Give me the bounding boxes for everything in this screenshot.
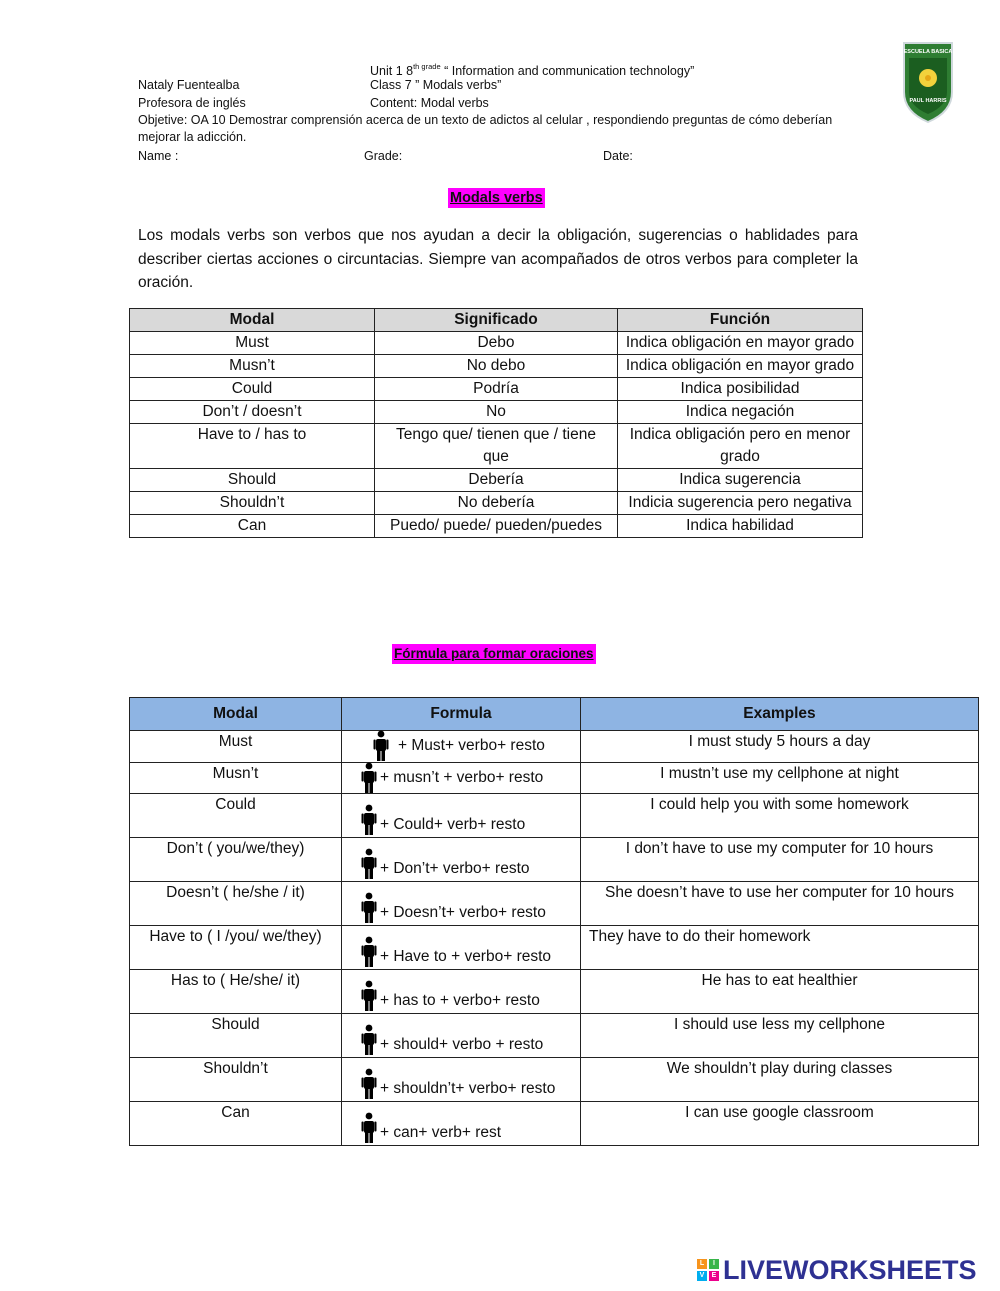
grade-superscript: th grade: [413, 62, 441, 71]
cell-modal: Should: [130, 469, 375, 492]
liveworksheets-badge-icon: [697, 1259, 719, 1281]
table-row: [130, 355, 863, 378]
cell-modal: Can: [130, 1102, 342, 1146]
cell-example: I could help you with some homework: [581, 794, 979, 838]
section2-title: Fórmula para formar oraciones: [392, 644, 596, 664]
table-row: [130, 763, 979, 794]
cell-modal: Shouldn’t: [130, 492, 375, 515]
formula-text: + Have to + verbo+ resto: [380, 948, 552, 965]
cell-formula: [342, 1058, 581, 1102]
person-icon: [372, 730, 390, 762]
cell-funcion: Indica negación: [618, 401, 863, 424]
cell-formula: [342, 970, 581, 1014]
cell-formula: [342, 763, 581, 794]
grade-label: Grade:: [364, 149, 403, 163]
cell-significado: Podría: [375, 378, 618, 401]
svg-text:PAUL HARRIS: PAUL HARRIS: [909, 98, 947, 104]
cell-modal: Can: [130, 515, 375, 538]
table-row: [130, 469, 863, 492]
objective: Objetive: OA 10 Demostrar comprensión acerca de un texto de adictos al celular , respondiendo preguntas de cómo deberían mejorar la adicción.: [138, 113, 833, 144]
teacher-role: Profesora de inglés: [138, 96, 246, 110]
formula-text: + can+ verb+ rest: [380, 1124, 502, 1141]
cell-funcion: Indicia sugerencia pero negativa: [618, 492, 863, 515]
formula-text: + Doesn’t+ verbo+ resto: [380, 904, 546, 921]
header-examples: Examples: [581, 698, 979, 731]
cell-formula: [342, 731, 581, 763]
cell-example: I don’t have to use my computer for 10 hours: [581, 838, 979, 882]
cell-significado: Puedo/ puede/ pueden/puedes: [375, 515, 618, 538]
table-row: [130, 1102, 979, 1146]
name-label: Name :: [138, 149, 179, 163]
school-shield-icon: [896, 40, 960, 126]
cell-modal: Doesn’t ( he/she / it): [130, 882, 342, 926]
formula-table: [129, 697, 979, 1146]
cell-example: He has to eat healthier: [581, 970, 979, 1014]
cell-funcion: Indica sugerencia: [618, 469, 863, 492]
cell-funcion: Indica habilidad: [618, 515, 863, 538]
cell-modal: Must: [130, 731, 342, 763]
cell-modal: Could: [130, 378, 375, 401]
table-row: [130, 401, 863, 424]
modals-meaning-table: [129, 308, 863, 538]
formula-text: + should+ verbo + resto: [380, 1036, 544, 1053]
cell-modal: Must: [130, 332, 375, 355]
header-significado: Significado: [375, 309, 618, 332]
formula-text: + has to + verbo+ resto: [380, 992, 540, 1009]
cell-significado: Debo: [375, 332, 618, 355]
svg-text:ESCUELA BASICA: ESCUELA BASICA: [903, 49, 953, 55]
header-modal: Modal: [130, 698, 342, 731]
school-logo: [896, 40, 960, 126]
table-row: [130, 882, 979, 926]
person-icon: [360, 980, 378, 1012]
table-row: [130, 838, 979, 882]
section1-title: Modals verbs: [450, 190, 543, 206]
cell-funcion: Indica obligación pero en menor grado: [618, 424, 863, 469]
cell-modal: Have to ( I /you/ we/they): [130, 926, 342, 970]
cell-significado: No: [375, 401, 618, 424]
cell-modal: Musn’t: [130, 355, 375, 378]
cell-modal: Has to ( He/she/ it): [130, 970, 342, 1014]
header-formula: Formula: [342, 698, 581, 731]
cell-modal: Don’t ( you/we/they): [130, 838, 342, 882]
cell-formula: [342, 1014, 581, 1058]
table-row: [130, 492, 863, 515]
table-row: [130, 926, 979, 970]
cell-example: They have to do their homework: [581, 926, 979, 970]
person-icon: [360, 762, 378, 794]
cell-modal: Have to / has to: [130, 424, 375, 469]
person-icon: [360, 1112, 378, 1144]
cell-formula: [342, 926, 581, 970]
person-icon: [360, 848, 378, 880]
badge-letter: I: [709, 1259, 719, 1269]
cell-example: She doesn’t have to use her computer for 10 hours: [581, 882, 979, 926]
cell-modal: Could: [130, 794, 342, 838]
cell-funcion: Indica posibilidad: [618, 378, 863, 401]
cell-formula: [342, 838, 581, 882]
formula-text: + Could+ verb+ resto: [380, 816, 526, 833]
cell-significado: Tengo que/ tienen que / tiene que: [375, 424, 618, 469]
cell-formula: [342, 1102, 581, 1146]
teacher-name: Nataly Fuentealba: [138, 78, 240, 92]
table-row: [130, 378, 863, 401]
table-header-row: [130, 698, 979, 731]
person-icon: [360, 936, 378, 968]
table-header-row: [130, 309, 863, 332]
formula-text: + Must+ verbo+ resto: [398, 737, 545, 754]
person-icon: [360, 1024, 378, 1056]
formula-text: + shouldn’t+ verbo+ resto: [380, 1080, 556, 1097]
person-icon: [360, 804, 378, 836]
cell-formula: [342, 882, 581, 926]
cell-example: I mustn’t use my cellphone at night: [581, 763, 979, 794]
cell-significado: No debería: [375, 492, 618, 515]
cell-example: We shouldn’t play during classes: [581, 1058, 979, 1102]
badge-letter: L: [697, 1259, 707, 1269]
date-label: Date:: [603, 149, 633, 163]
cell-funcion: Indica obligación en mayor grado: [618, 355, 863, 378]
table-row: [130, 332, 863, 355]
cell-example: I must study 5 hours a day: [581, 731, 979, 763]
intro-paragraph: Los modals verbs son verbos que nos ayudan a decir la obligación, sugerencias o hablidades para describer ciertas acciones o circuntacias. Siempre van acompañados de otros verbos para completer la oración.: [138, 227, 858, 291]
formula-text: + Don’t+ verbo+ resto: [380, 860, 530, 877]
unit-prefix: Unit 1 8: [370, 64, 414, 78]
cell-funcion: Indica obligación en mayor grado: [618, 332, 863, 355]
person-icon: [360, 892, 378, 924]
table-row: [130, 970, 979, 1014]
cell-modal: Don’t / doesn’t: [130, 401, 375, 424]
liveworksheets-logo: [697, 1254, 977, 1286]
header-funcion: Función: [618, 309, 863, 332]
person-icon: [360, 1068, 378, 1100]
table-row: [130, 515, 863, 538]
badge-letter: V: [697, 1271, 707, 1281]
table-row: [130, 794, 979, 838]
cell-modal: Shouldn’t: [130, 1058, 342, 1102]
cell-significado: Debería: [375, 469, 618, 492]
cell-example: I can use google classroom: [581, 1102, 979, 1146]
table-row: [130, 1014, 979, 1058]
cell-modal: Should: [130, 1014, 342, 1058]
class-line: Class 7 ” Modals verbs”: [370, 78, 502, 92]
formula-text: + musn’t + verbo+ resto: [380, 769, 544, 786]
liveworksheets-brand: LIVEWORKSHEETS: [723, 1254, 977, 1285]
cell-formula: [342, 794, 581, 838]
content-line: Content: Modal verbs: [370, 96, 489, 110]
badge-letter: E: [709, 1271, 719, 1281]
cell-example: I should use less my cellphone: [581, 1014, 979, 1058]
cell-significado: No debo: [375, 355, 618, 378]
table-row: [130, 1058, 979, 1102]
table-row: [130, 731, 979, 763]
unit-suffix: “ Information and communication technology”: [440, 64, 695, 78]
table-row: [130, 424, 863, 469]
cell-modal: Musn’t: [130, 763, 342, 794]
header-modal: Modal: [130, 309, 375, 332]
